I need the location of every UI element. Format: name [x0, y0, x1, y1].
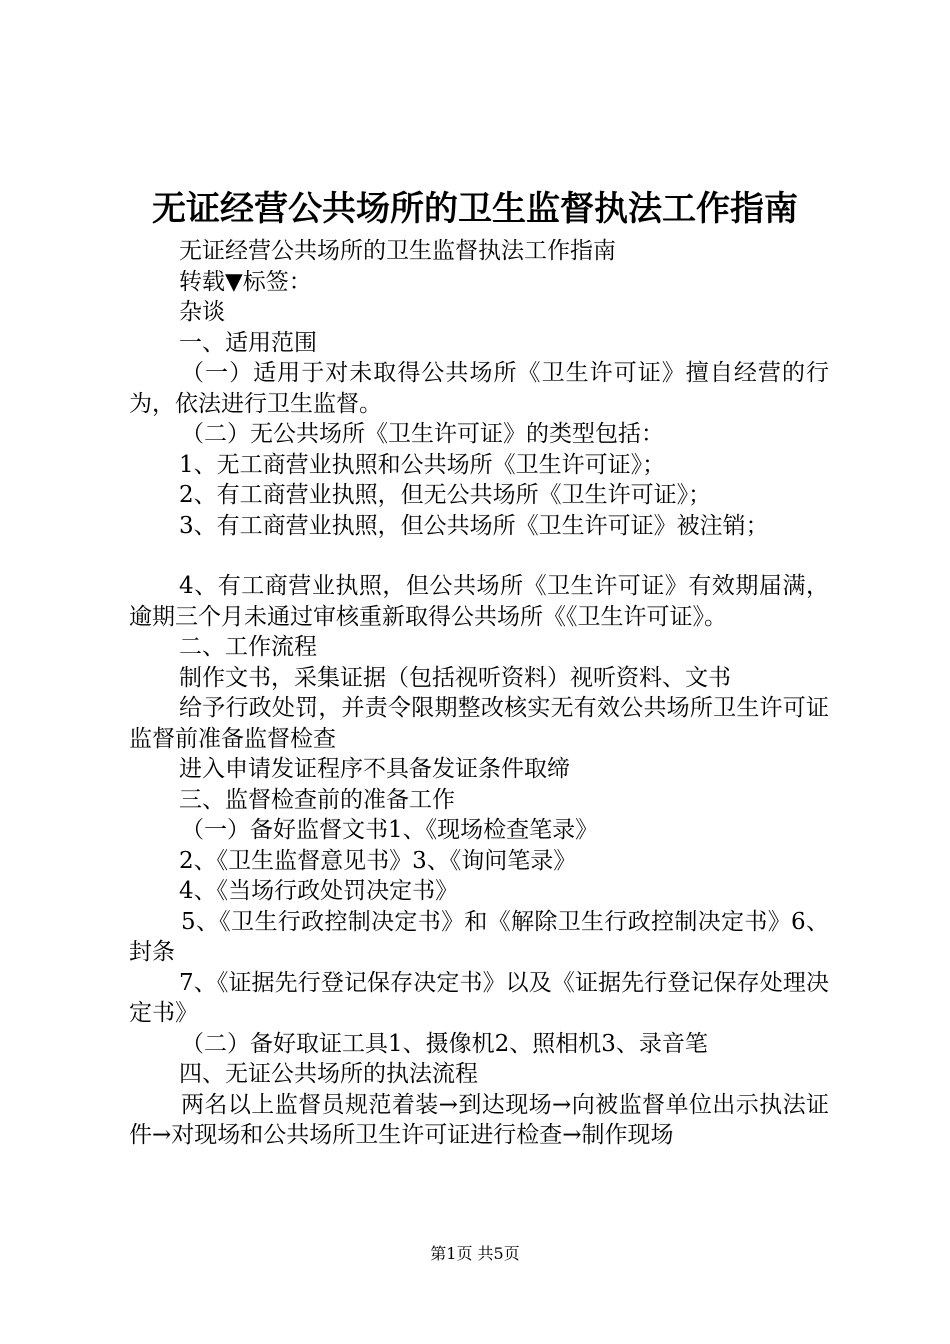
- section-heading-scope: 一、适用范围: [179, 329, 317, 356]
- paragraph-tags: 转载▼标签：: [179, 268, 312, 295]
- paragraph-prep-doc-2-3: 2、《卫生监督意见书》3、《询问笔录》: [179, 847, 577, 874]
- list-item-type-4: 4、有工商营业执照，但公共场所《卫生许可证》有效期届满，逾期三个月未通过审核重新取得公共场所《《卫生许可证》。: [129, 573, 829, 630]
- paragraph-prep-documents: （一）备好监督文书1、《现场检查笔录》: [181, 817, 599, 843]
- paragraph-enforcement-flow: 两名以上监督员规范着装→到达现场→向被监督单位出示执法证件→对现场和公共场所卫生许可证进行检查→制作现场: [129, 1091, 829, 1148]
- list-item-type-3: 3、有工商营业执照，但公共场所《卫生许可证》被注销；: [179, 512, 769, 539]
- list-item-type-1: 1、无工商营业执照和公共场所《卫生许可证》；: [179, 451, 666, 478]
- paragraph-workflow-2: 给予行政处罚，并责令限期整改核实无有效公共场所卫生许可证监督前准备监督检查: [129, 695, 829, 752]
- section-heading-enforcement: 四、无证公共场所的执法流程: [179, 1061, 478, 1087]
- paragraph-scope-1: （一）适用于对未取得公共场所《卫生许可证》擅自经营的行为，依法进行卫生监督。: [129, 360, 829, 417]
- paragraph-category: 杂谈: [179, 299, 225, 325]
- section-heading-preparation: 三、监督检查前的准备工作: [179, 786, 455, 813]
- paragraph-scope-2: （二）无公共场所《卫生许可证》的类型包括：: [181, 421, 664, 447]
- paragraph-workflow-1: 制作文书，采集证据（包括视听资料）视听资料、文书: [179, 664, 731, 691]
- paragraph-prep-tools: （二）备好取证工具1、摄像机2、照相机3、录音笔: [181, 1030, 708, 1057]
- blank-line: [129, 541, 829, 571]
- paragraph-prep-doc-4: 4、《当场行政处罚决定书》: [179, 878, 459, 904]
- page-footer: 第1页 共5页: [430, 1244, 520, 1263]
- document-title: 无证经营公共场所的卫生监督执法工作指南: [152, 189, 798, 229]
- paragraph-workflow-3: 进入申请发证程序不具备发证条件取缔: [179, 756, 570, 782]
- document-body: [129, 236, 829, 1151]
- paragraph-prep-doc-7: 7、《证据先行登记保存决定书》以及《证据先行登记保存处理决定书》: [129, 969, 829, 1026]
- paragraph-prep-doc-5-6: 5、《卫生行政控制决定书》和《解除卫生行政控制决定书》6、封条: [129, 908, 829, 965]
- section-heading-workflow: 二、工作流程: [179, 634, 317, 660]
- paragraph-subtitle: 无证经营公共场所的卫生监督执法工作指南: [179, 238, 616, 264]
- list-item-type-2: 2、有工商营业执照，但无公共场所《卫生许可证》；: [179, 482, 712, 508]
